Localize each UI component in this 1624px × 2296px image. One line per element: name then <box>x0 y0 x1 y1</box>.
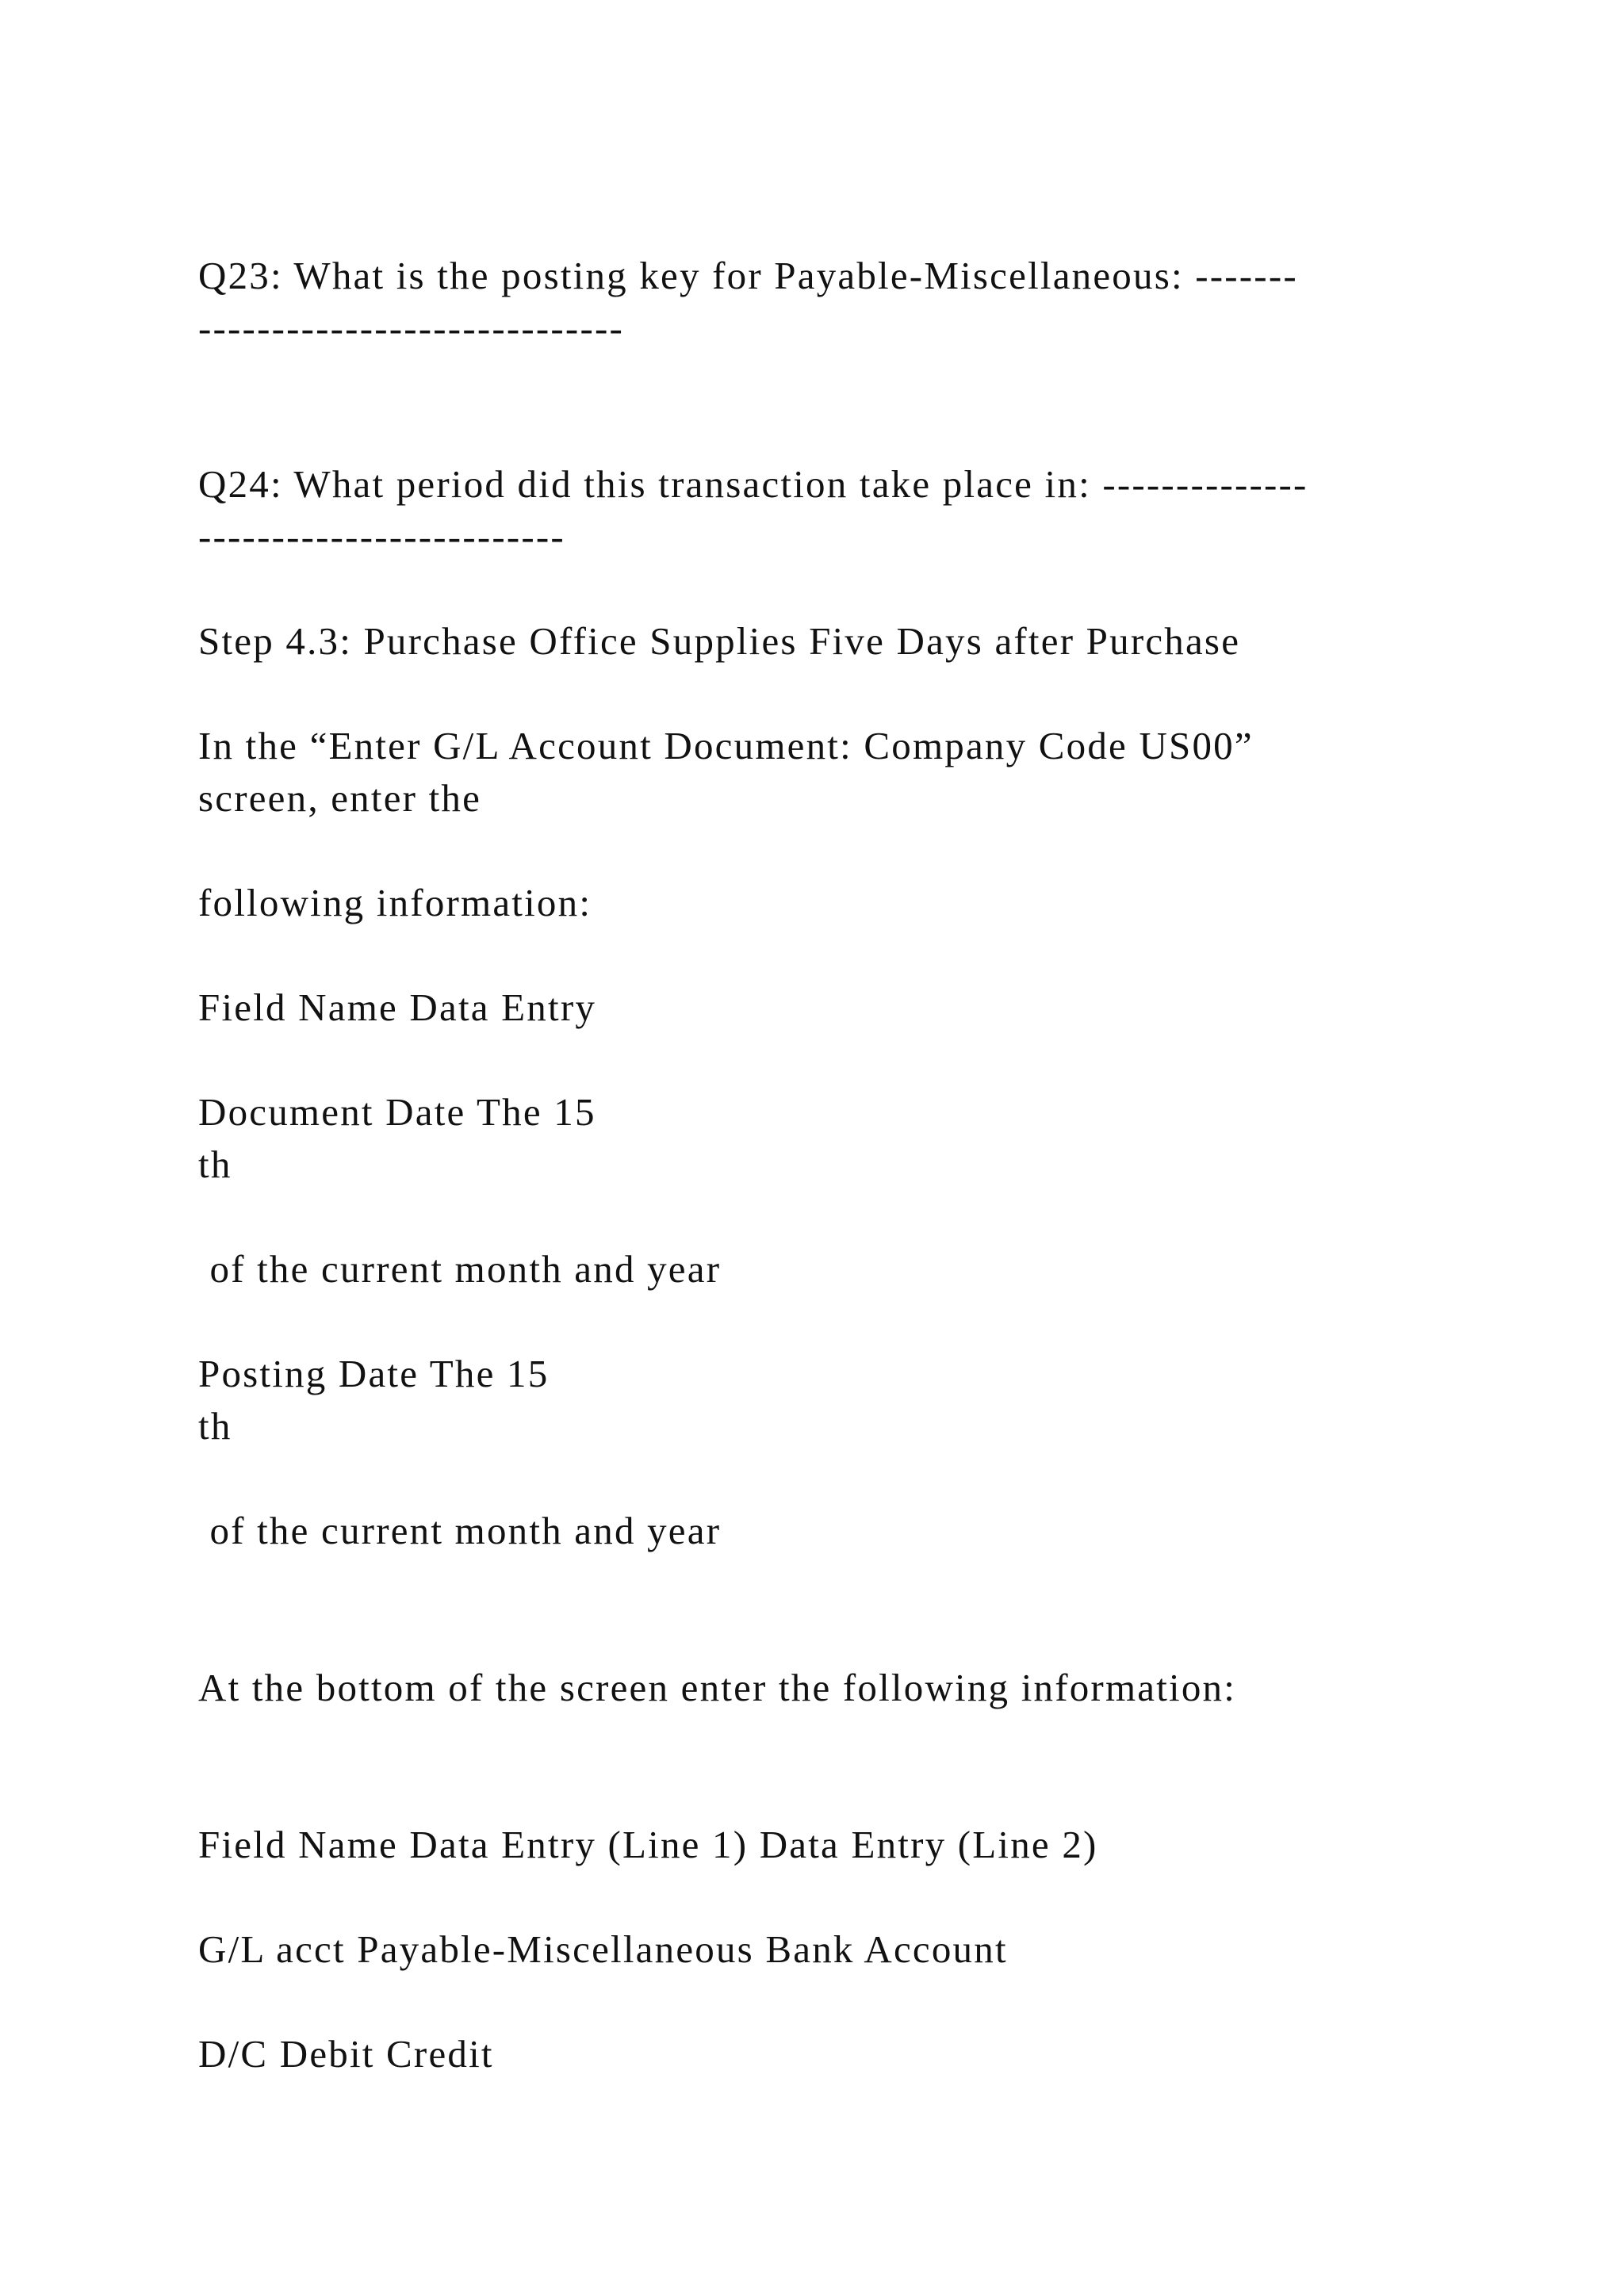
intro-line2: screen, enter the <box>198 776 482 820</box>
posting-date-line3: of the current month and year <box>198 1509 722 1552</box>
bottom-intro: At the bottom of the screen enter the following information: <box>198 1666 1237 1709</box>
debit-credit-row: D/C Debit Credit <box>198 2032 494 2076</box>
document-date-line3: of the current month and year <box>198 1247 722 1291</box>
intro-line1: In the “Enter G/L Account Document: Company Code US00” <box>198 724 1254 767</box>
gl-account-row: G/L acct Payable-Miscellaneous Bank Account <box>198 1927 1008 1971</box>
intro-line3: following information: <box>198 881 592 924</box>
q24-question-line1: Q24: What period did this transaction take place in: -------------- <box>198 462 1308 506</box>
document-date-line1: Document Date The 15 <box>198 1090 596 1134</box>
step-title: Step 4.3: Purchase Office Supplies Five Days after Purchase <box>198 619 1241 663</box>
document-date-line2: th <box>198 1142 232 1186</box>
posting-date-line1: Posting Date The 15 <box>198 1352 550 1395</box>
q23-question-line2: ----------------------------- <box>198 306 625 350</box>
q24-question-line2: ------------------------- <box>198 515 565 558</box>
posting-date-line2: th <box>198 1404 232 1448</box>
table-header-2: Field Name Data Entry (Line 1) Data Entry (Line 2) <box>198 1823 1098 1866</box>
q23-question-line1: Q23: What is the posting key for Payable-Miscellaneous: ------- <box>198 254 1298 297</box>
table-header-1: Field Name Data Entry <box>198 985 597 1029</box>
